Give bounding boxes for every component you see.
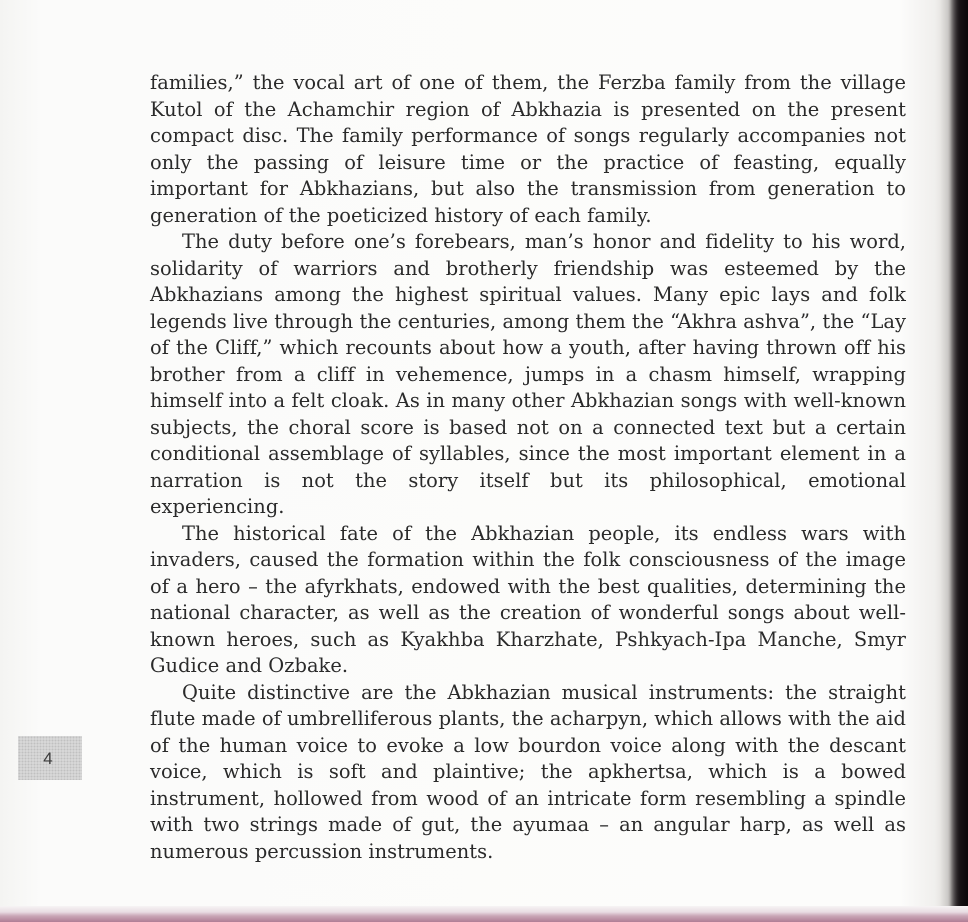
paragraph-4: Quite distinctive are the Abkhazian musical instruments: the straight flute made of umbrelliferous plants, the acharpyn, which allows with the aid of the human voice to evoke a low bourdon voice along with the descant voice, which is soft and plaintive; the apkhertsa, which is a bowed instrument, hollowed from wood of an intricate form resembling a spindle with two strings made of gut, the ayumaa – an angular harp, as well as numerous percussion instruments.: [150, 680, 907, 863]
page-number: 4: [43, 749, 53, 768]
spine-shadow: [940, 0, 968, 922]
paragraph-1: families,” the vocal art of one of them, the Ferzba family from the village Kutol of the Achamchir region of Abkhazia is presented on the present compact disc. The family performance of songs regularly accompanies not only the passing of leisure time or the practice of feasting, equally important for Abkhazians, but also the transmission from generation to generation of the poeticized history of each family.: [150, 71, 906, 227]
paragraph-3: The historical fate of the Abkhazian people, its endless wars with invaders, caused the formation within the folk consciousness of the image of a hero – the afyrkhats, endowed with the best qualities, determining the national character, as well as the creation of wonderful songs about well-known heroes, such as Kyakhba Kharzhate, Pshkyach-Ipa Manche, Smyr Gudice and Ozbake.: [150, 521, 906, 677]
paragraph-2: The duty before one’s forebears, man’s honor and fidelity to his word, solidarity of warriors and brotherly friendship was esteemed by the Abkhazians among the highest spiritual values. Many epic lays and folk legends live through the centuries, among them the “Akhra ashva”, the “Lay of the Cliff,” which recounts about how a youth, after having thrown off his brother from a cliff in vehemence, jumps in a chasm himself, wrapping himself into a felt cloak. As in many other Abkhazian songs with well-known subjects, the choral score is based not on a connected text but a certain conditional assemblage of syllables, since the most important element in a narration is not the story itself but its philosophical, emotional experiencing.: [150, 230, 906, 518]
page-number-tab: [18, 736, 82, 780]
page-bottom-edge: [0, 906, 968, 922]
body-text: [150, 70, 906, 865]
